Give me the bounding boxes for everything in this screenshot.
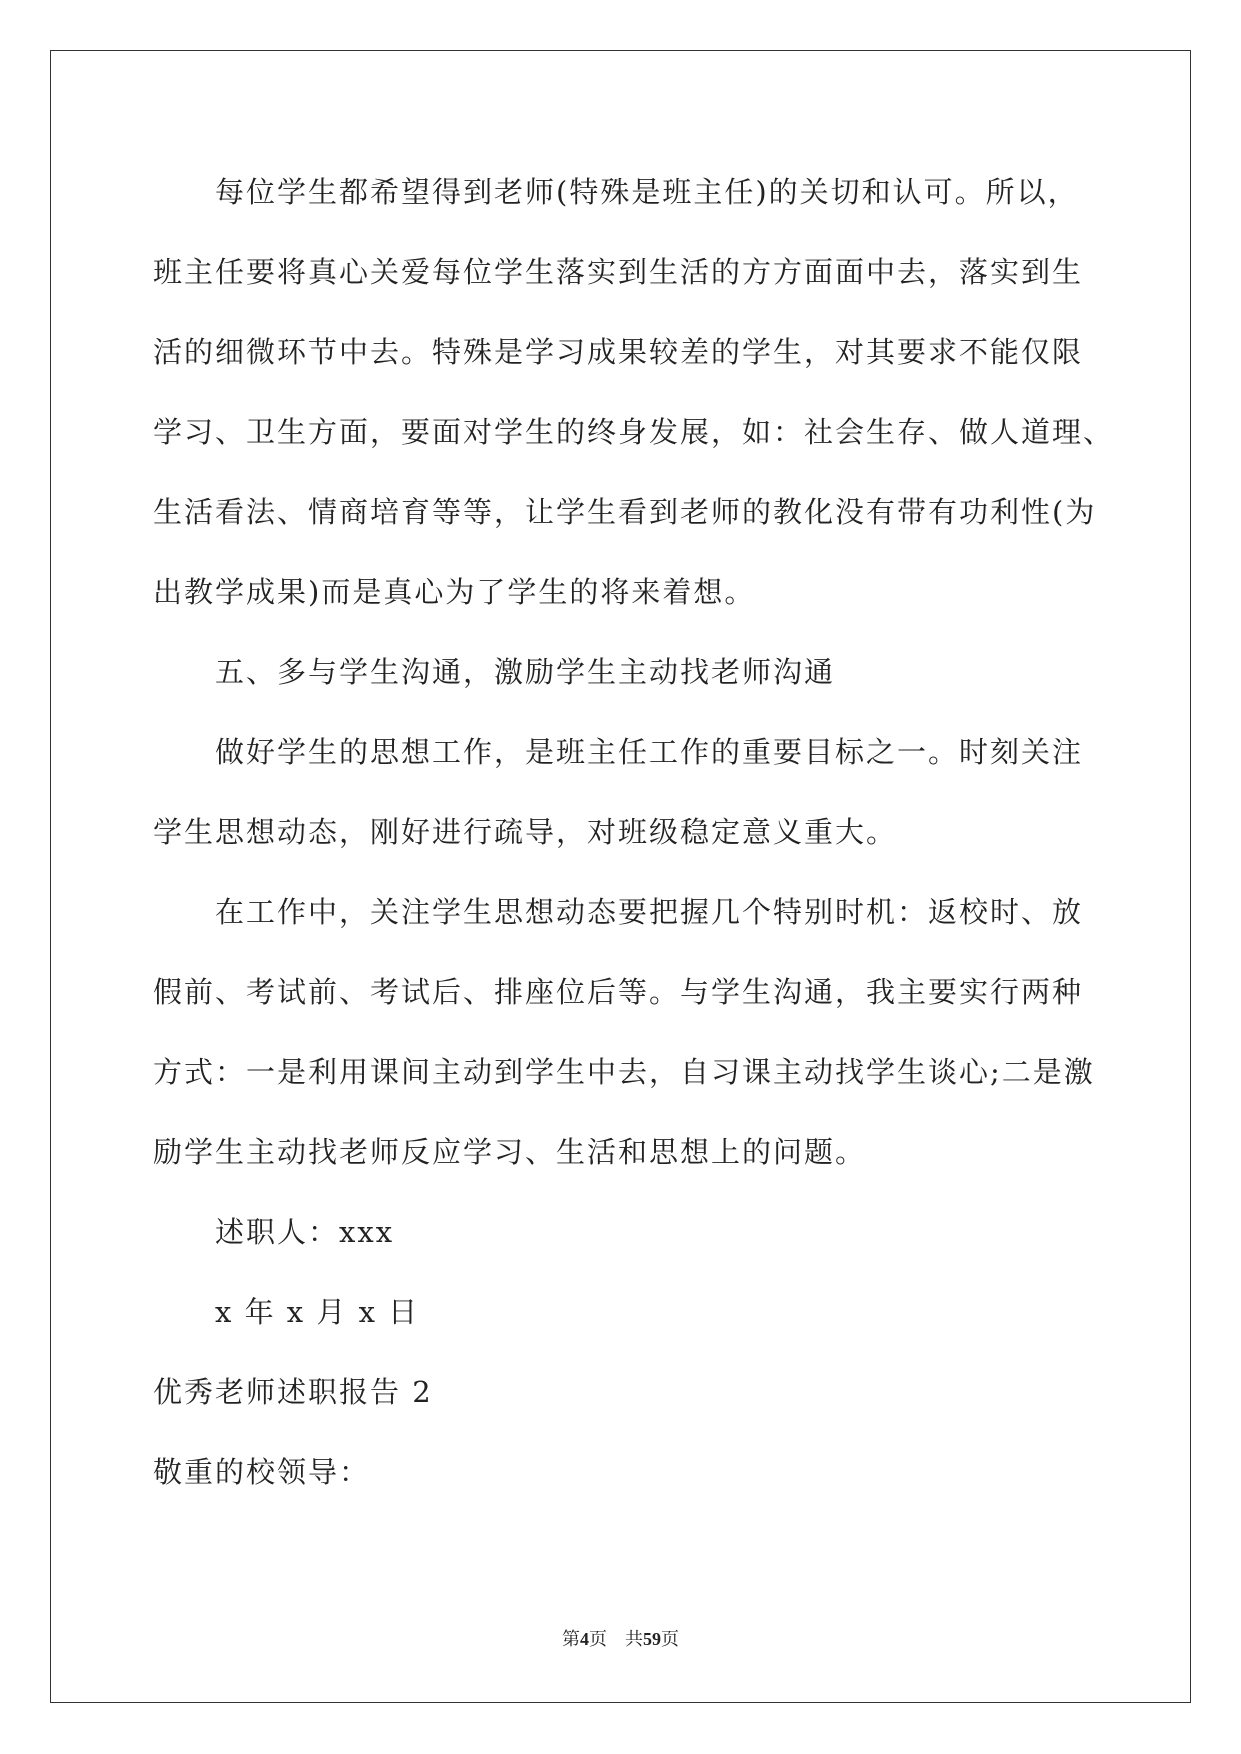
total-prefix: 共 [625,1629,643,1649]
paragraph-line: 做好学生的思想工作，是班主任工作的重要目标之一。时刻关注 [215,735,1084,769]
reporter-signature: 述职人：xxx [215,1215,395,1249]
total-pages: 59 [643,1629,661,1649]
paragraph-line: 学生思想动态，刚好进行疏导，对班级稳定意义重大。 [153,815,898,849]
salutation: 敬重的校领导： [153,1455,371,1489]
paragraph-line: 班主任要将真心关爱每位学生落实到生活的方方面面中去，落实到生 [153,255,1084,289]
paragraph-line: 出教学成果)而是真心为了学生的将来着想。 [153,575,756,609]
paragraph-line: 在工作中，关注学生思想动态要把握几个特别时机：返校时、放 [215,895,1084,929]
paragraph-line: 活的细微环节中去。特殊是学习成果较差的学生，对其要求不能仅限 [153,335,1084,369]
paragraph-line: 假前、考试前、考试后、排座位后等。与学生沟通，我主要实行两种 [153,975,1084,1009]
page-suffix: 页 [589,1629,607,1649]
paragraph-line: 学习、卫生方面，要面对学生的终身发展，如：社会生存、做人道理、 [153,415,1115,449]
report-title: 优秀老师述职报告 2 [153,1375,433,1409]
page-number: 4 [580,1629,589,1649]
total-suffix: 页 [661,1629,679,1649]
paragraph-line: 生活看法、情商培育等等，让学生看到老师的教化没有带有功利性(为 [153,495,1097,529]
page-footer [0,1625,1241,1651]
paragraph-line: 每位学生都希望得到老师(特殊是班主任)的关切和认可。所以， [215,175,1079,209]
report-date: x 年 x 月 x 日 [215,1295,420,1329]
paragraph-line: 方式：一是利用课间主动到学生中去，自习课主动找学生谈心;二是激 [153,1055,1095,1089]
page-prefix: 第 [562,1629,580,1649]
section-heading: 五、多与学生沟通，激励学生主动找老师沟通 [215,655,836,689]
paragraph-line: 励学生主动找老师反应学习、生活和思想上的问题。 [153,1135,867,1169]
